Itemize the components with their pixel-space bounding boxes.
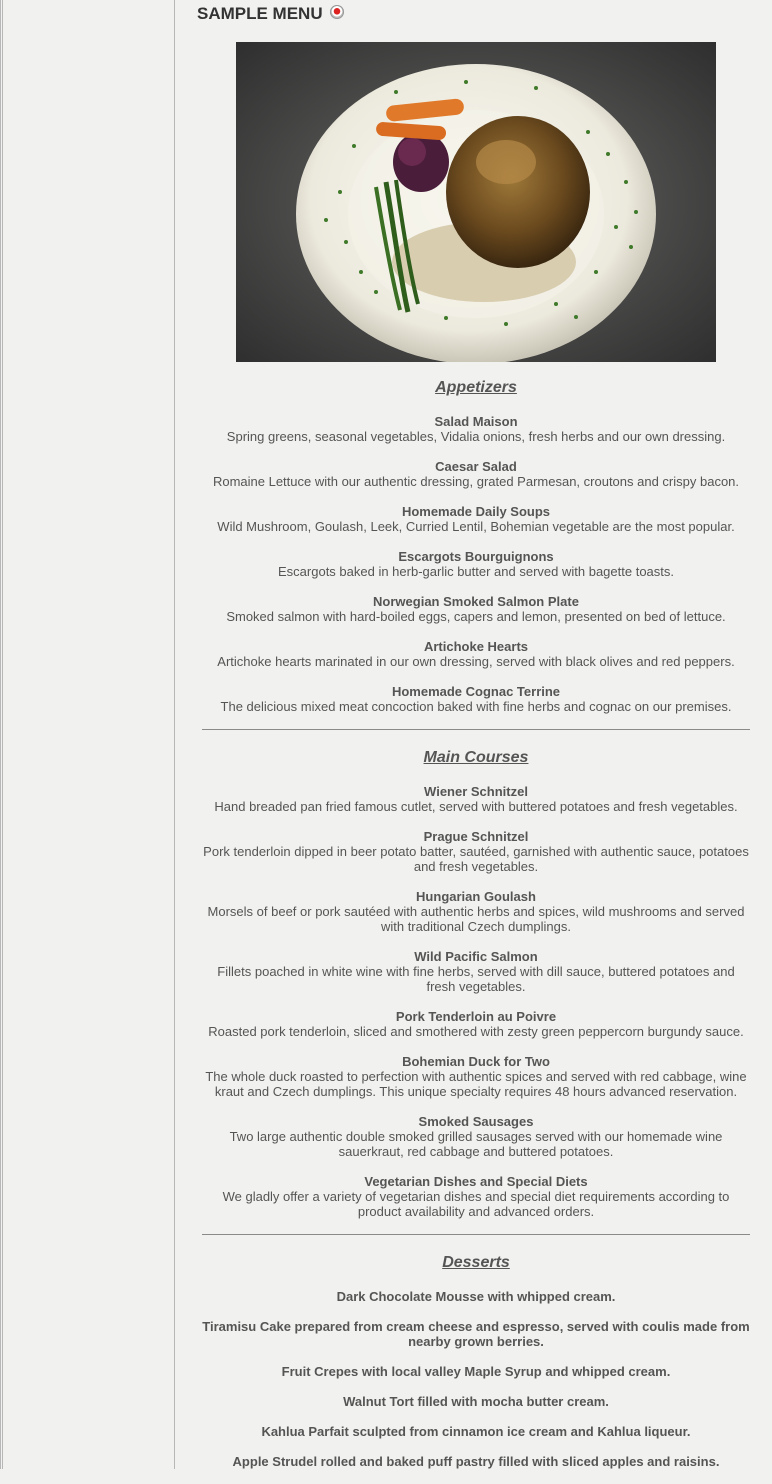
main-content xyxy=(176,0,772,1469)
section-heading-main-courses: Main Courses xyxy=(423,749,529,766)
menu-item xyxy=(202,829,750,874)
item-name: Prague Schnitzel xyxy=(423,829,529,844)
title-row xyxy=(197,3,344,25)
item-name: Homemade Cognac Terrine xyxy=(391,684,561,699)
section-heading-desserts: Desserts xyxy=(442,1254,510,1271)
item-name: Escargots Bourguignons xyxy=(398,549,554,564)
section-heading-appetizers: Appetizers xyxy=(435,379,517,396)
dessert-item: Dark Chocolate Mousse with whipped cream. xyxy=(336,1289,616,1304)
menu-item xyxy=(202,1009,750,1039)
item-description: Two large authentic double smoked grilled sausages served with our homemade wine sauerkraut, red cabbage and buttered potatoes. xyxy=(229,1129,723,1159)
item-description: Escargots baked in herb-garlic butter and served with bagette toasts. xyxy=(278,564,674,579)
menu-item xyxy=(202,1114,750,1159)
item-description: Hand breaded pan fried famous cutlet, served with buttered potatoes and fresh vegetables. xyxy=(214,799,738,814)
section-divider xyxy=(202,729,750,730)
item-description: Spring greens, seasonal vegetables, Vidalia onions, fresh herbs and our own dressing. xyxy=(226,429,726,444)
dessert-item: Tiramisu Cake prepared from cream cheese and espresso, served with coulis made from nearby grown berries. xyxy=(202,1319,750,1349)
item-description: Smoked salmon with hard-boiled eggs, capers and lemon, presented on bed of lettuce. xyxy=(226,609,726,624)
item-name: Vegetarian Dishes and Special Diets xyxy=(364,1174,588,1189)
dessert-item: Apple Strudel rolled and baked puff pastry filled with sliced apples and raisins. xyxy=(232,1454,720,1469)
item-description: Morsels of beef or pork sautéed with authentic herbs and spices, wild mushrooms and served with traditional Czech dumplings. xyxy=(207,904,745,934)
menu-item xyxy=(202,784,750,814)
item-name: Wild Pacific Salmon xyxy=(414,949,538,964)
menu-item xyxy=(202,889,750,934)
item-name: Hungarian Goulash xyxy=(416,889,536,904)
left-sidebar xyxy=(0,0,175,1469)
item-name: Caesar Salad xyxy=(435,459,517,474)
item-description: Artichoke hearts marinated in our own dressing, served with black olives and red peppers. xyxy=(217,654,735,669)
menu-item xyxy=(202,414,750,444)
item-name: Norwegian Smoked Salmon Plate xyxy=(373,594,579,609)
menu-item xyxy=(202,639,750,669)
item-description: Roasted pork tenderloin, sliced and smothered with zesty green peppercorn burgundy sauce. xyxy=(208,1024,744,1039)
dish-photo xyxy=(236,42,716,362)
item-description: Fillets poached in white wine with fine herbs, served with dill sauce, buttered potatoes and fresh vegetables. xyxy=(217,964,735,994)
menu-item xyxy=(202,1174,750,1219)
section-divider xyxy=(202,1234,750,1235)
item-description: We gladly offer a variety of vegetarian dishes and special diet requirements according to product availability and advanced orders. xyxy=(222,1189,730,1219)
dessert-item: Fruit Crepes with local valley Maple Syrup and whipped cream. xyxy=(281,1364,671,1379)
item-name: Smoked Sausages xyxy=(418,1114,534,1129)
item-name: Salad Maison xyxy=(434,414,518,429)
menu-item xyxy=(202,1054,750,1099)
dessert-item: Kahlua Parfait sculpted from cinnamon ice cream and Kahlua liqueur. xyxy=(261,1424,691,1439)
menu-item xyxy=(202,459,750,489)
duck-plate-image xyxy=(236,42,716,362)
item-description: Wild Mushroom, Goulash, Leek, Curried Lentil, Bohemian vegetable are the most popular. xyxy=(217,519,735,534)
page-title: SAMPLE MENU xyxy=(197,4,323,23)
item-description: The whole duck roasted to perfection with authentic spices and served with red cabbage, wine kraut and Czech dumplings. This unique specialty requires 48 hours advanced reservation. xyxy=(205,1069,747,1099)
item-name: Homemade Daily Soups xyxy=(401,504,551,519)
item-name: Bohemian Duck for Two xyxy=(402,1054,550,1069)
menu-item xyxy=(202,549,750,579)
menu-item xyxy=(202,504,750,534)
item-description: Pork tenderloin dipped in beer potato batter, sautéed, garnished with authentic sauce, potatoes and fresh vegetables. xyxy=(203,844,749,874)
red-dot-icon xyxy=(330,5,344,19)
item-name: Artichoke Hearts xyxy=(423,639,529,654)
menu-item xyxy=(202,594,750,624)
menu-item xyxy=(202,684,750,714)
item-name: Wiener Schnitzel xyxy=(424,784,528,799)
item-description: Romaine Lettuce with our authentic dressing, grated Parmesan, croutons and crispy bacon. xyxy=(212,474,740,489)
item-name: Pork Tenderloin au Poivre xyxy=(395,1009,557,1024)
dessert-item: Walnut Tort filled with mocha butter cream. xyxy=(343,1394,609,1409)
menu-item xyxy=(202,949,750,994)
menu-content xyxy=(202,372,750,1484)
item-description: The delicious mixed meat concoction baked with fine herbs and cognac on our premises. xyxy=(220,699,732,714)
